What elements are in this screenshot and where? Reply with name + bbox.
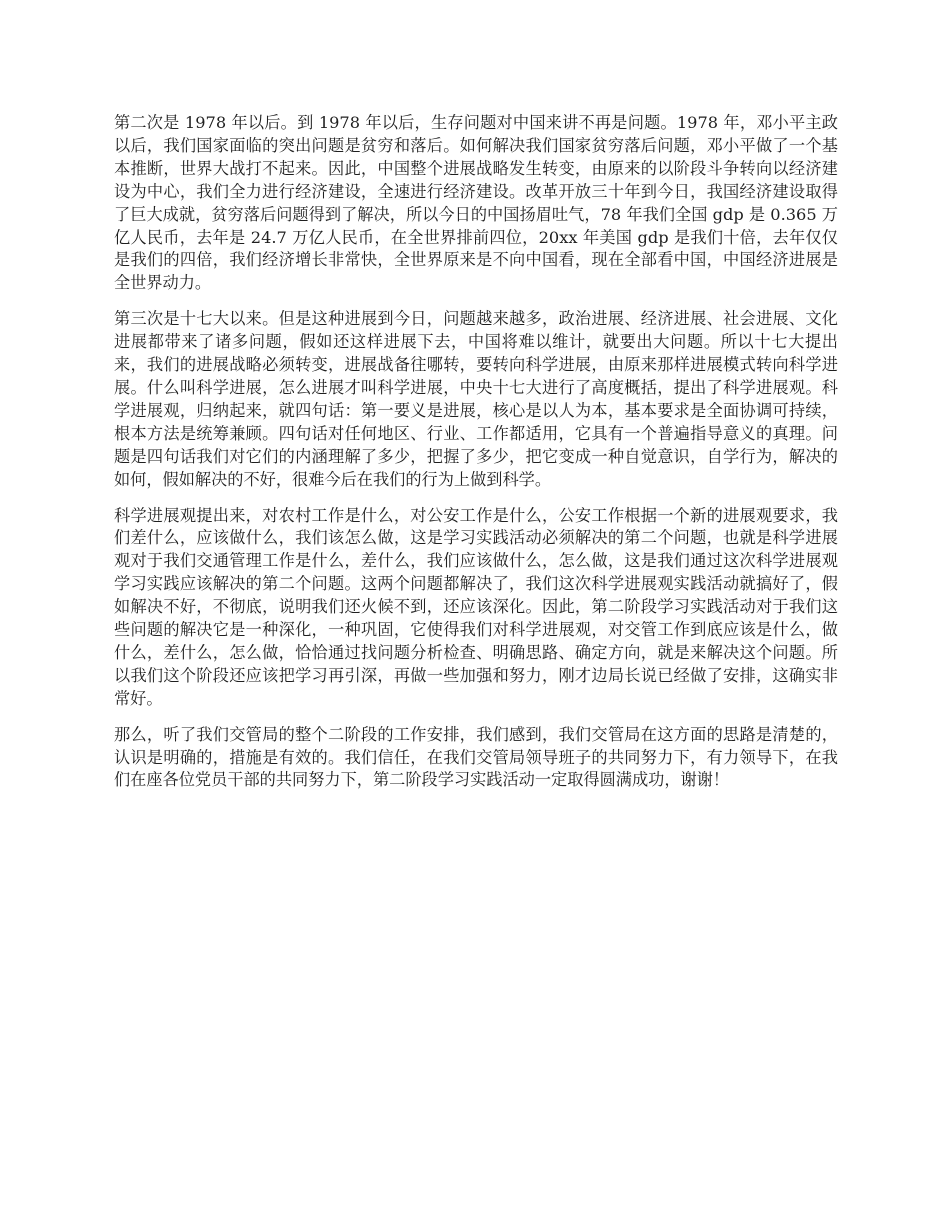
paragraph-3: 科学进展观提出来，对农村工作是什么，对公安工作是什么，公安工作根据一个新的进展观要求，我们差什么，应该做什么，我们该怎么做，这是学习实践活动必须解决的第二个问题，也就是科学进展观对于我们交通管理工作是什么，差什么，我们应该做什么，怎么做，这是我们通过这次科学进展观学习实践应该解决的第二个问题。这两个问题都解决了，我们这次科学进展观实践活动就搞好了，假如解决不好，不彻底，说明我们还火候不到，还应该深化。因此，第二阶段学习实践活动对于我们这些问题的解决它是一种深化，一种巩固，它使得我们对科学进展观，对交管工作到底应该是什么，做什么，差什么，怎么做，恰恰通过找问题分析检查、明确思路、确定方向，就是来解决这个问题。所以我们这个阶段还应该把学习再引深，再做一些加强和努力，刚才边局长说已经做了安排，这确实非常好。 bbox=[114, 505, 838, 708]
paragraph-2: 第三次是十七大以来。但是这种进展到今日，问题越来越多，政治进展、经济进展、社会进展、文化进展都带来了诸多问题，假如还这样进展下去，中国将难以维计，就要出大问题。所以十七大提出来，我们的进展战略必须转变，进展战备往哪转，要转向科学进展，由原来那样进展模式转向科学进展。什么叫科学进展，怎么进展才叫科学进展，中央十七大进行了高度概括，提出了科学进展观。科学进展观，归纳起来，就四句话：第一要义是进展，核心是以人为本，基本要求是全面协调可持续，根本方法是统筹兼顾。四句话对任何地区、行业、工作都适用，它具有一个普遍指导意义的真理。问题是四句话我们对它们的内涵理解了多少，把握了多少，把它变成一种自觉意识，自学行为，解决的如何，假如解决的不好，很难今后在我们的行为上做到科学。 bbox=[114, 309, 838, 489]
document-body bbox=[114, 112, 838, 805]
paragraph-1: 第二次是 1978 年以后。到 1978 年以后，生存问题对中国来讲不再是问题。1978 年，邓小平主政以后，我们国家面临的突出问题是贫穷和落后。如何解决我们国家贫穷落后问题，邓小平做了一个基本推断，世界大战打不起来。因此，中国整个进展战略发生转变，由原来的以阶段斗争转向以经济建设为中心，我们全力进行经济建设，全速进行经济建设。改革开放三十年到今日，我国经济建设取得了巨大成就，贫穷落后问题得到了解决，所以今日的中国扬眉吐气，78 年我们全国 gdp 是 0.365 万亿人民币，去年是 24.7 万亿人民币，在全世界排前四位，20xx 年美国 gdp 是我们十倍，去年仅仅是我们的四倍，我们经济增长非常快，全世界原来是不向中国看，现在全部看中国，中国经济进展是全世界动力。 bbox=[114, 113, 838, 293]
paragraph-4: 那么，听了我们交管局的整个二阶段的工作安排，我们感到，我们交管局在这方面的思路是清楚的，认识是明确的，措施是有效的。我们信任，在我们交管局领导班子的共同努力下，有力领导下，在我们在座各位党员干部的共同努力下，第二阶段学习实践活动一定取得圆满成功，谢谢！ bbox=[114, 724, 838, 790]
